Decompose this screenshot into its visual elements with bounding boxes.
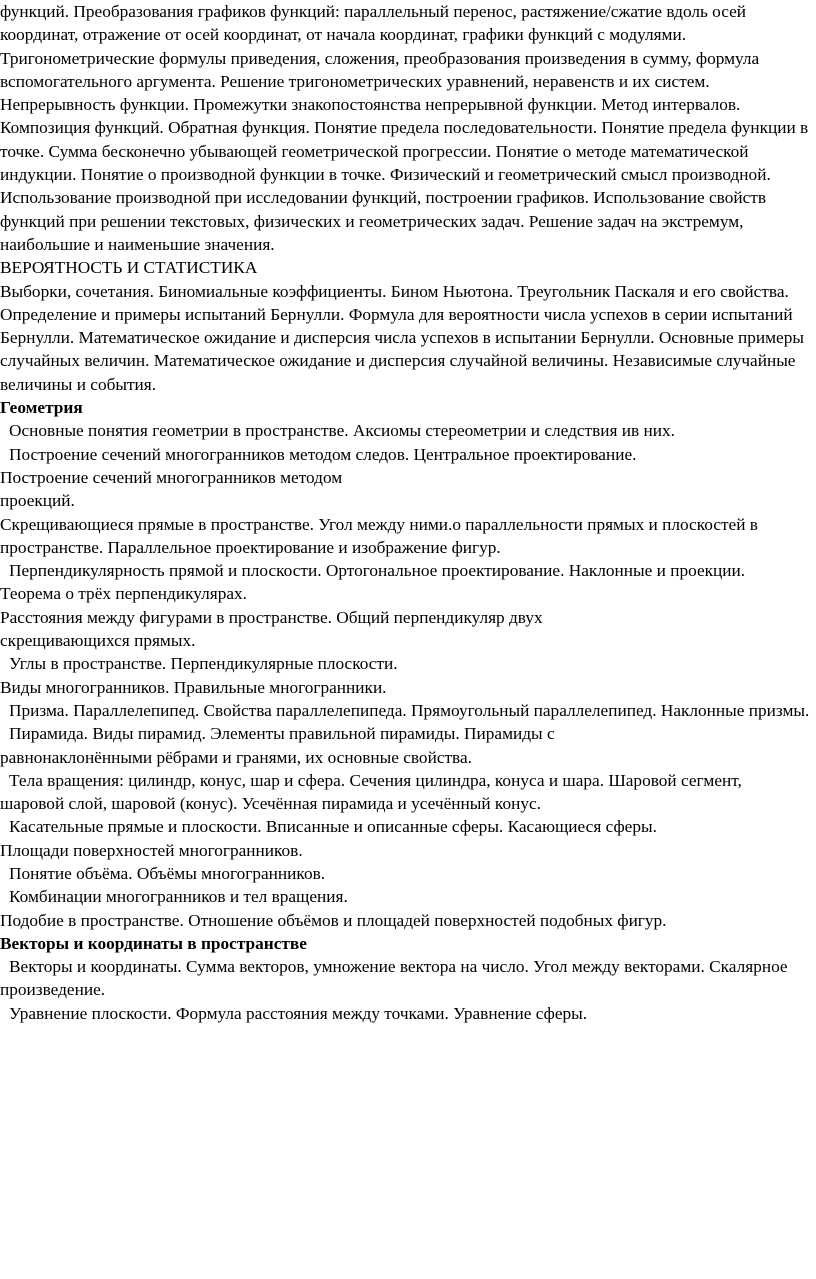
paragraph-solids-rotation: Тела вращения: цилиндр, конус, шар и сфера. Сечения цилиндра, конуса и шара. Шаровой сегмент, шаровой слой, шаровой (конус). Усечённая пирамида и усечённый конус.: [0, 770, 742, 814]
paragraph-geometry-axioms: Основные понятия геометрии в пространстве. Аксиомы стереометрии и следствия ив них.: [9, 421, 675, 441]
paragraph-polyhedra-types: Виды многогранников. Правильные многогранники.: [0, 677, 387, 697]
paragraph-similarity: Подобие в пространстве. Отношение объёмов и площадей поверхностей подобных фигур.: [0, 910, 667, 930]
paragraph-volume: Понятие объёма. Объёмы многогранников.: [9, 863, 326, 883]
heading-probability-statistics: ВЕРОЯТНОСТЬ И СТАТИСТИКА: [0, 258, 258, 278]
paragraph-skew-lines: Скрещивающиеся прямые в пространстве. Угол между ними.о параллельности прямых и плоскостей в пространстве. Параллельное проектирование и изображение фигур.: [0, 514, 758, 557]
heading-geometry: Геометрия: [0, 398, 83, 418]
paragraph-pyramid-edges: равнонаклонёнными рёбрами и гранями, их основные свойства.: [0, 747, 472, 767]
heading-vectors-coordinates: Векторы и координаты в пространстве: [0, 933, 307, 953]
paragraph-skew-lines-common: скрещивающихся прямых.: [0, 631, 196, 651]
paragraph-surface-areas: Площади поверхностей многогранников.: [0, 840, 303, 860]
paragraph-perpendicularity: Перпендикулярность прямой и плоскости. Ортогональное проектирование. Наклонные и проекции. Теорема о трёх перпендикулярах.: [0, 561, 746, 604]
paragraph-prism: Призма. Параллелепипед. Свойства параллелепипеда. Прямоугольный параллелепипед. Наклонные призмы.: [9, 700, 810, 720]
paragraph-vectors: Векторы и координаты. Сумма векторов, умножение вектора на число. Угол между векторами. Скалярное произведение.: [0, 957, 788, 1000]
paragraph-projections: проекций.: [0, 491, 75, 511]
paragraph-sections-traces: Построение сечений многогранников методом следов. Центральное проектирование.: [9, 444, 637, 464]
paragraph-plane-equation: Уравнение плоскости. Формула расстояния между точками. Уравнение сферы.: [9, 1003, 588, 1023]
paragraph-functions: функций. Преобразования графиков функций: параллельный перенос, растяжение/сжатие вдоль осей координат, отражение от осей координат, от начала координат, графики функций с модулями. Тригонометрические формулы приведения, сложения, преобразования произведения в сумму, формула вспомогательного аргумента. Решение тригонометрических уравнений, неравенств и их систем. Непрерывность функции. Промежутки знакопостоянства непрерывной функции. Метод интервалов. Композиция функций. Обратная функция. Понятие предела последовательности. Понятие предела функции в точке. Сумма бесконечно убывающей геометрической прогрессии. Понятие о методе математической индукции. Понятие о производной функции в точке. Физический и геометрический смысл производной. Использование производной при исследовании функций, построении графиков. Использование свойств функций при решении текстовых, физических и геометрических задач. Решение задач на экстремум, наибольшие и наименьшие значения.: [0, 2, 809, 254]
paragraph-combinations: Комбинации многогранников и тел вращения.: [9, 887, 348, 907]
paragraph-probability: Выборки, сочетания. Биномиальные коэффициенты. Бином Ньютона. Треугольник Паскаля и его свойства. Определение и примеры испытаний Бернулли. Формула для вероятности числа успехов в серии испытаний Бернулли. Математическое ожидание и дисперсия числа успехов в испытании Бернулли. Основные примеры случайных величин. Математическое ожидание и дисперсия случайной величины. Независимые случайные величины и события.: [0, 281, 804, 394]
paragraph-angles-space: Углы в пространстве. Перпендикулярные плоскости.: [9, 654, 398, 674]
paragraph-distances: Расстояния между фигурами в пространстве. Общий перпендикуляр двух: [0, 607, 543, 627]
paragraph-sections-method: Построение сечений многогранников методом: [0, 467, 343, 487]
paragraph-tangent-spheres: Касательные прямые и плоскости. Вписанные и описанные сферы. Касающиеся сферы.: [9, 817, 657, 837]
paragraph-pyramid: Пирамида. Виды пирамид. Элементы правильной пирамиды. Пирамиды с: [9, 724, 555, 744]
